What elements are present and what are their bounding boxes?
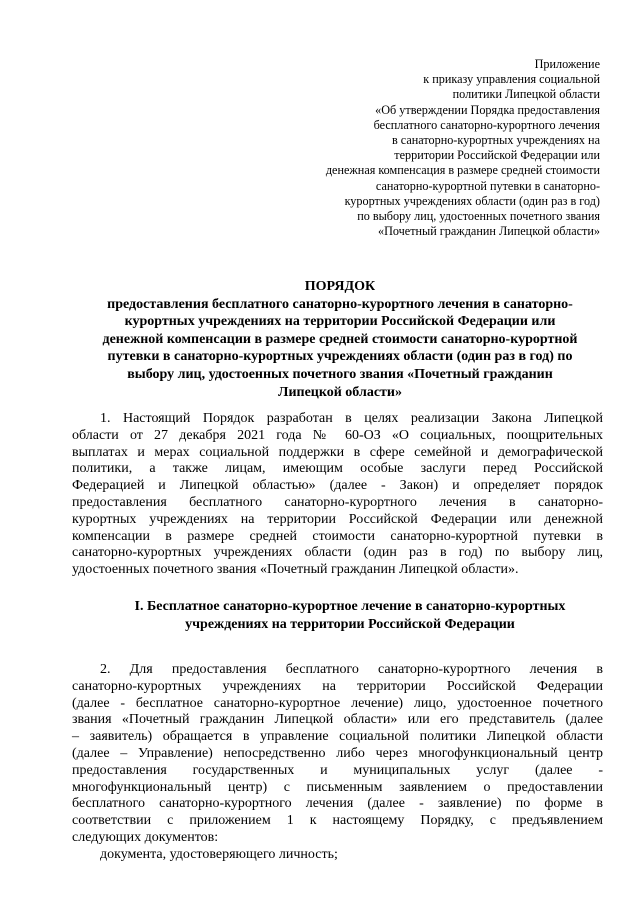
appendix-line: курортных учреждениях области (один раз в год) bbox=[344, 193, 600, 208]
title-subtitle-line: путевки в санаторно-курортных учреждениях области (один раз в год) по bbox=[107, 349, 573, 365]
paragraph-1 bbox=[72, 411, 603, 579]
title-heading: ПОРЯДОК bbox=[304, 279, 376, 294]
title-subtitle-line: выбору лиц, удостоенных почетного звания «Почетный гражданин bbox=[127, 366, 553, 382]
paragraph-line: 1. Настоящий Порядок разработан в целях реализации Закона Липецкой bbox=[100, 411, 603, 426]
paragraph-line: 2. Для предоставления бесплатного санаторно-курортного лечения в bbox=[100, 662, 603, 677]
paragraph-line: компенсации в размере средней стоимости санаторно-курортной путевки в bbox=[72, 528, 603, 544]
appendix-line: Приложение bbox=[534, 57, 600, 71]
title-subtitle-line: курортных учреждениях на территории Российской Федерации или bbox=[124, 314, 556, 330]
paragraph-line: многофункциональный центр) с письменным заявлением о предоставлении bbox=[72, 779, 603, 795]
paragraph-line: выплатах и мерах социальной поддержки в сфере семейной и демографической bbox=[72, 444, 603, 460]
paragraph-line: Федерацией и Липецкой областью» (далее - Закон) и определяет порядок bbox=[72, 478, 603, 494]
paragraph-2 bbox=[72, 662, 603, 864]
paragraph-line: – заявитель) обращается в управление социальной политики Липецкой области bbox=[72, 729, 603, 745]
appendix-line: санаторно-курортной путевки в санаторно- bbox=[375, 178, 600, 193]
paragraph-line: санаторно-курортных учреждениях на территории Российской Федерации bbox=[72, 678, 603, 694]
paragraph-line: соответствии с приложением 1 к настоящему Порядку, с предъявлением bbox=[72, 813, 603, 829]
title-subtitle-line: Липецкой области» bbox=[278, 384, 402, 400]
appendix-line: «Об утверждении Порядка предоставления bbox=[375, 102, 600, 117]
section-1-heading bbox=[72, 598, 628, 633]
section-heading-line: учреждениях на территории Российской Федерации bbox=[185, 616, 515, 632]
document-title bbox=[72, 278, 608, 401]
paragraph-line: удостоенных почетного звания «Почетный гражданин Липецкой области». bbox=[72, 562, 519, 578]
paragraph-line: политики, а также лицам, имеющим особые заслуги перед Российской bbox=[72, 461, 603, 477]
paragraph-line: (далее – Управление) непосредственно либо через многофункциональный центр bbox=[72, 745, 603, 761]
appendix-line: бесплатного санаторно-курортного лечения bbox=[373, 117, 600, 132]
appendix-line: по выбору лиц, удостоенных почетного звания bbox=[357, 209, 600, 224]
appendix-line: территории Российской Федерации или bbox=[394, 148, 600, 163]
paragraph-line: звания «Почетный гражданин Липецкой области» или его представитель (далее bbox=[72, 712, 603, 728]
paragraph-line: (далее - бесплатное санаторно-курортное лечение) лицо, удостоенное почетного bbox=[72, 695, 603, 711]
paragraph-line: курортных учреждениях на территории Российской Федерации или денежной bbox=[72, 511, 603, 527]
paragraph-line: следующих документов: bbox=[72, 829, 219, 845]
paragraph-line: области от 27 декабря 2021 года № 60-ОЗ «О социальных, поощрительных bbox=[72, 427, 603, 443]
title-subtitle-line: денежной компенсации в размере средней стоимости санаторно-курортной bbox=[102, 331, 578, 347]
appendix-line: к приказу управления социальной bbox=[423, 72, 600, 87]
paragraph-line: бесплатного санаторно-курортного лечения (далее - заявление) по форме в bbox=[72, 796, 603, 812]
appendix-line: «Почетный гражданин Липецкой области» bbox=[377, 224, 600, 239]
title-subtitle-line: предоставления бесплатного санаторно-курортного лечения в санаторно- bbox=[107, 296, 573, 312]
paragraph-line: санаторно-курортных учреждениях области (один раз в год) по выбору лиц, bbox=[72, 545, 603, 561]
appendix-line: в санаторно-курортных учреждениях на bbox=[391, 133, 600, 148]
paragraph-line: документа, удостоверяющего личность; bbox=[100, 846, 338, 862]
paragraph-line: предоставления бесплатного санаторно-курортного лечения в санаторно- bbox=[72, 494, 603, 510]
paragraph-line: предоставления государственных и муниципальных услуг (далее - bbox=[72, 762, 603, 778]
appendix-block bbox=[270, 57, 600, 239]
section-heading-line: I. Бесплатное санаторно-курортное лечение в санаторно-курортных bbox=[134, 599, 566, 614]
appendix-line: политики Липецкой области bbox=[452, 87, 600, 102]
appendix-line: денежная компенсация в размере средней стоимости bbox=[325, 163, 600, 178]
